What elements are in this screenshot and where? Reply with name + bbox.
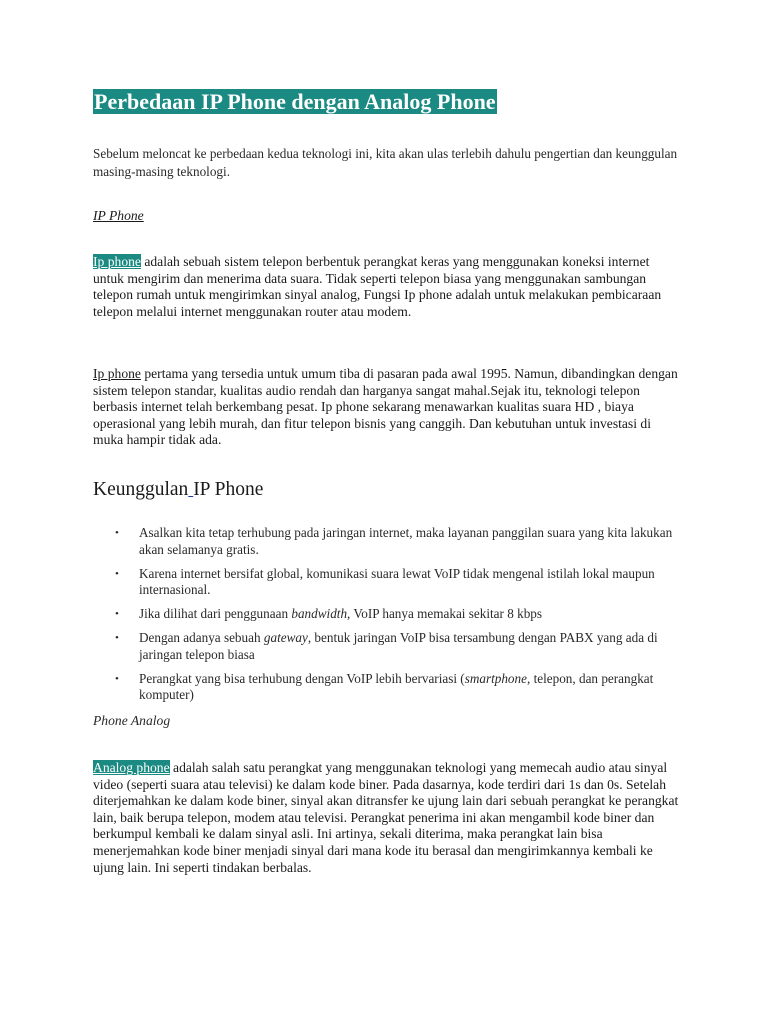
- list-item: [93, 525, 683, 559]
- list-item-text: Asalkan kita tetap terhubung pada jaringan internet, maka layanan panggilan suara yang kita lakukan akan selamanya gratis.: [139, 525, 673, 557]
- analog-phone-paragraph: [93, 760, 683, 876]
- list-item-text-after: , telepon, dan perangkat komputer): [139, 670, 654, 703]
- ip-phone-history-text: pertama yang tersedia untuk umum tiba di pasaran pada awal 1995. Namun, dibandingkan dengan sistem telepon standar, kualitas audio rendah dan harganya sangat mahal.Sejak itu, teknologi telepon berbasis internet telah berkembang pesat. Ip phone sekarang menawarkan kualitas suara HD , biaya operasional yang lebih murah, dan fitur telepon bisnis yang canggih. Dan kebutuhan untuk investasi di muka hampir tidak ada.: [93, 366, 678, 448]
- list-item-text-before: Dengan adanya sebuah: [139, 629, 264, 645]
- page-title-text: Perbedaan IP Phone dengan Analog Phone: [94, 89, 496, 114]
- analog-phone-link[interactable]: Analog phone: [93, 760, 170, 775]
- bullet-icon: •: [115, 567, 119, 580]
- analog-phone-subheading: Phone Analog: [93, 713, 171, 728]
- ip-phone-history-link[interactable]: Ip phone: [93, 366, 141, 381]
- list-item-text: Karena internet bersifat global, komunikasi suara lewat VoIP tidak mengenal istilah lokal maupun internasional.: [139, 565, 655, 598]
- list-item-italic: bandwidth: [291, 606, 348, 622]
- list-item: [93, 566, 683, 600]
- list-item: [93, 606, 683, 623]
- list-item: [93, 671, 683, 705]
- ip-phone-history-paragraph: [93, 366, 683, 449]
- benefits-heading: [93, 478, 263, 502]
- ip-phone-definition-paragraph: [93, 254, 683, 320]
- list-item: [93, 630, 683, 664]
- bullet-icon: •: [115, 527, 119, 539]
- list-item-text-before: Perangkat yang bisa terhubung dengan VoIP lebih bervariasi (: [139, 670, 465, 686]
- bullet-icon: •: [115, 672, 119, 685]
- ip-phone-subheading: IP Phone: [93, 208, 144, 223]
- page-title: [93, 88, 497, 116]
- bullet-icon: •: [115, 631, 119, 644]
- benefits-heading-before: Keunggulan: [93, 479, 189, 500]
- benefits-heading-after: IP Phone: [193, 479, 264, 500]
- analog-phone-text: adalah salah satu perangkat yang menggunakan teknologi yang memecah audio atau sinyal video (seperti suara atau televisi) ke dalam kode biner. Pada dasarnya, kode terdiri dari 1s dan 0s. Setelah diterjemahkan ke dalam kode biner, sinyal akan ditransfer ke ujung lain dari sebuah perangkat ke perangkat lain, baik berupa telepon, modem atau televisi. Perangkat penerima ini akan mengambil kode biner dan berkumpul kembali ke dalam sinyal asli. Ini artinya, sekali diterima, maka perangkat lain bisa menerjemahkan kode biner menjadi sinyal dari mana kode itu berasal dan mengirimkannya kembali ke ujung lain. Ini seperti tindakan berbalas.: [93, 760, 679, 875]
- intro-paragraph: Sebelum meloncat ke perbedaan kedua teknologi ini, kita akan ulas terlebih dahulu pengertian dan keunggulan masing-masing teknologi.: [93, 146, 678, 179]
- list-item-text-after: , VoIP hanya memakai sekitar 8 kbps: [347, 606, 543, 622]
- list-item-italic: smartphone: [464, 670, 527, 686]
- ip-phone-definition-text: adalah sebuah sistem telepon berbentuk perangkat keras yang menggunakan koneksi internet untuk mengirim dan menerima data suara. Tidak seperti telepon biasa yang menggunakan sambungan telepon rumah untuk mengirimkan sinyal analog, Fungsi Ip phone adalah untuk melakukan pembicaraan telepon melalui internet menggunakan router atau modem.: [93, 254, 662, 319]
- list-item-text-after: , bentuk jaringan VoIP bisa tersambung dengan PABX yang ada di jaringan telepon biasa: [139, 629, 658, 662]
- bullet-icon: •: [115, 608, 119, 621]
- benefits-list: [93, 525, 683, 711]
- ip-phone-link[interactable]: Ip phone: [93, 254, 141, 269]
- list-item-text-before: Jika dilihat dari penggunaan: [139, 606, 292, 622]
- list-item-italic: gateway: [263, 629, 308, 645]
